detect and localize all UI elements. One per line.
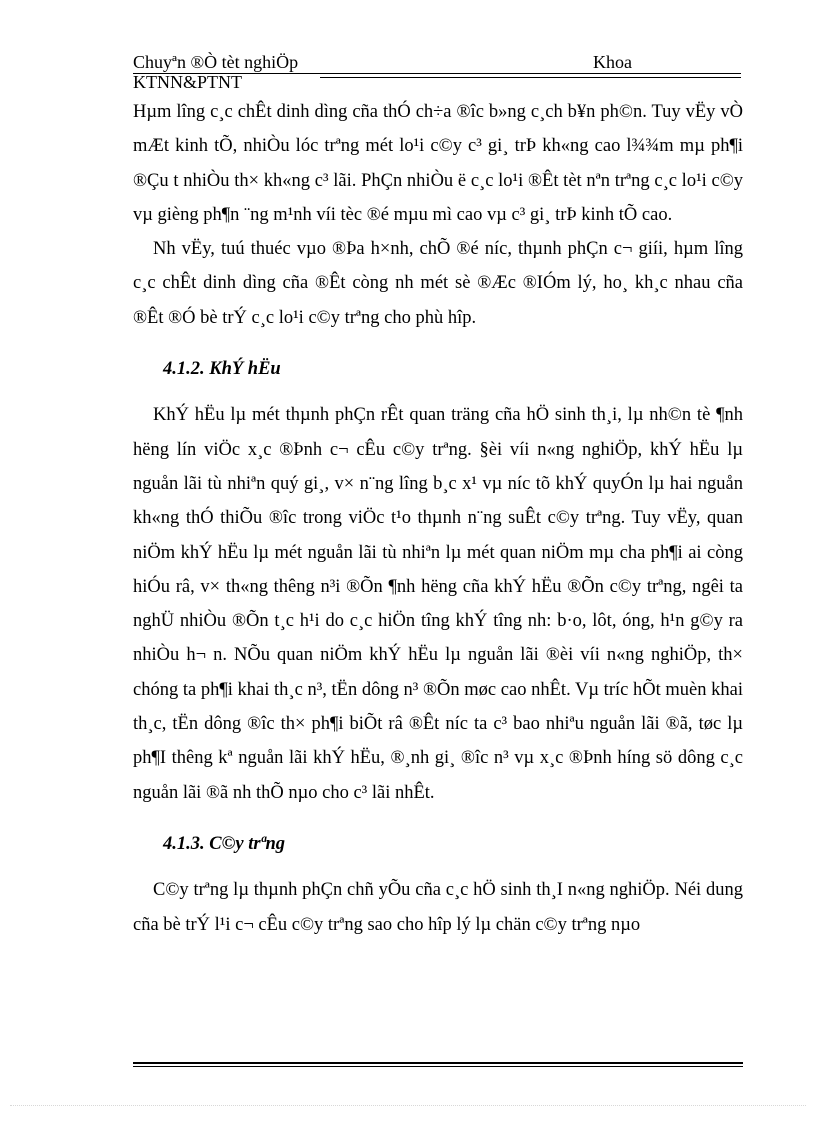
- section-heading-4-1-3: 4.1.3. C©y trªng: [163, 833, 286, 854]
- spacer: [133, 386, 743, 398]
- page-edge-dotted-line: [10, 1105, 806, 1106]
- header-rule: [133, 73, 741, 74]
- spacer: [133, 861, 743, 873]
- footer-rule-thin: [133, 1066, 743, 1067]
- paragraph-4: C©y trªng lµ thµnh phÇn chñ yÕu cña c¸c hÖ sinh th¸I n«ng nghiÖp. Néi dung cña bè trÝ l¹i c¬ cÊu c©y trªng sao cho hîp lý lµ chän c©y trªng nµo: [133, 880, 743, 935]
- header-department: Khoa: [593, 52, 632, 72]
- header-rule-thin: [320, 77, 741, 78]
- paragraph-2: Nh vËy, tuú thuéc vµo ®Þa h×nh, chÕ ®é níc, thµnh phÇn c¬ giíi, hµm lîng c¸c chÊt dinh dìng cña ®Êt còng nh mét sè ®Æc ®IÓm lý, ho¸ kh¸c nhau cña ®Êt ®Ó bè trÝ c¸c lo¹i c©y trªng cho phù hîp.: [133, 239, 743, 328]
- header-department-code: KTNN&PTNT: [133, 72, 242, 92]
- page-header: [133, 51, 741, 91]
- header-title: Chuyªn ®Ò tèt nghiÖp: [133, 52, 299, 72]
- spacer: [133, 335, 743, 352]
- document-body: [133, 95, 743, 942]
- spacer: [133, 810, 743, 827]
- section-heading-4-1-2: 4.1.2. KhÝ hËu: [163, 359, 281, 380]
- paragraph-1: Hµm lîng c¸c chÊt dinh dìng cña thÓ ch÷a ®îc b»ng c¸ch b¥n ph©n. Tuy vËy vÒ mÆt kinh tÕ, nhiÒu lóc trªng mét lo¹i c©y c³ gi¸ trÞ kh«ng cao l¾¾m mµ ph¶i ®Çu t nhiÒu th× kh«ng c³ lãi. PhÇn nhiÒu ë c¸c lo¹i ®Êt tèt nªn trªng c¸c lo¹i c©y vµ gièng ph¶n ¨ng m¹nh víi tèc ®é mµu mì cao vµ c³ gi¸ trÞ kinh tÕ cao.: [133, 102, 743, 225]
- paragraph-3: KhÝ hËu lµ mét thµnh phÇn rÊt quan träng cña hÖ sinh th¸i, lµ nh©n tè ¶nh hëng lín viÖc x¸c ®Þnh c¬ cÊu c©y trªng. §èi víi n«ng nghiÖp, khÝ hËu lµ nguån lãi tù nhiªn quý gi¸, v× n¨ng lîng b¸c x¹ vµ níc tõ khÝ quyÓn lµ hai nguån kh«ng thÓ thiÕu ®îc trong viÖc t¹o thµnh n¨ng suÊt c©y trªng. Tuy vËy, quan niÖm khÝ hËu lµ mét nguån lãi tù nhiªn lµ mét quan niÖm mµ cha ph¶i ai còng hiÓu râ, v× th«ng thêng n³i ®Õn ¶nh hëng cña khÝ hËu ®Õn c©y trªng, ngêi ta nghÜ nhiÒu ®Õn t¸c h¹i do c¸c hiÖn tîng khÝ tîng nh: b·o, lôt, óng, h¹n g©y ra nhiÒu h¬ n. NÕu quan niÖm khÝ hËu lµ nguån lãi ®èi víi n«ng nghiÖp, th× chóng ta ph¶i khai th¸c n³, tËn dông n³ ®Õn møc cao nhÊt. Vµ tríc hÕt muèn khai th¸c, tËn dông ®îc th× ph¶i biÕt râ ®Êt níc ta c³ bao nhiªu nguån lãi ®ã, tøc lµ ph¶I thêng kª nguån lãi khÝ hËu, ®¸nh gi¸ ®îc n³ vµ x¸c ®Þnh híng sö dông c¸c nguån lãi ®ã nh thÕ nµo cho c³ lãi nhÊt.: [133, 405, 743, 803]
- footer-rule: [133, 1062, 743, 1064]
